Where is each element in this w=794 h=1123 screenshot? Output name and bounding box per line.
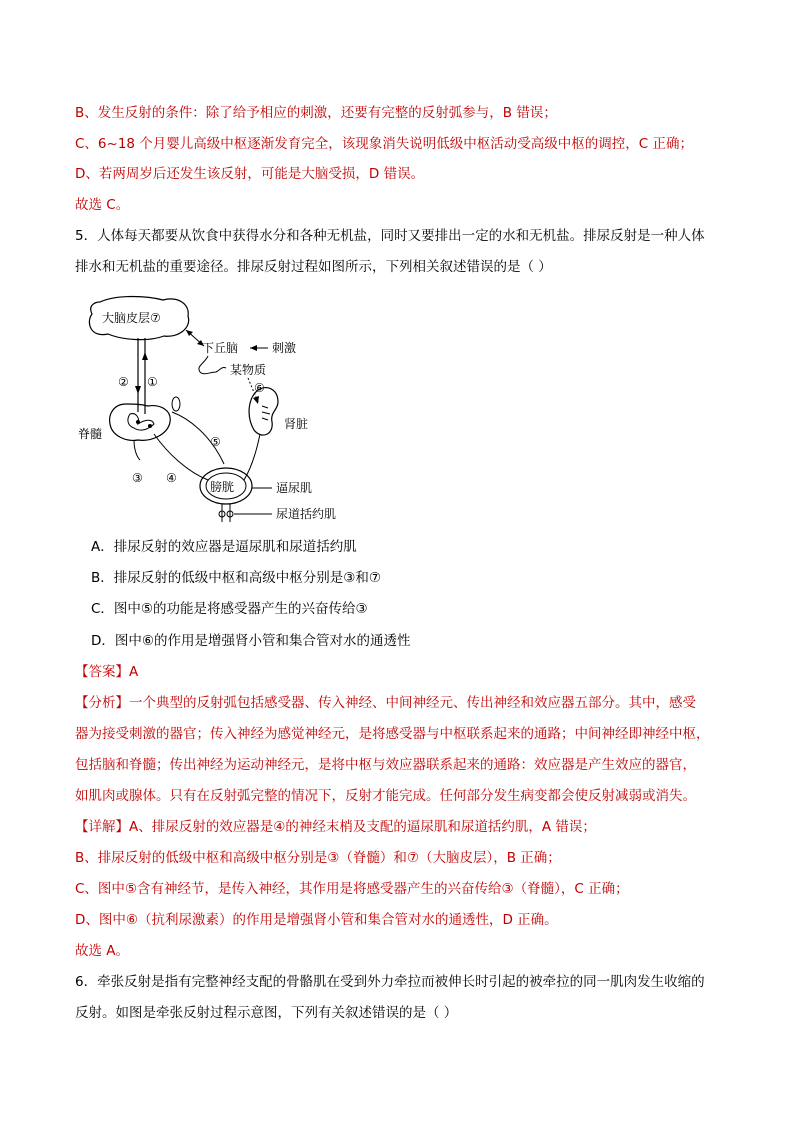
nerve-4 (154, 434, 208, 480)
tract-arrow-down (135, 386, 141, 394)
label-4: ④ (166, 471, 177, 485)
analysis-line2: 器为接受刺激的器官；传入神经为感觉神经元，是将感受器与中枢联系起来的通路；中间神经即神经中枢， (75, 726, 710, 742)
analysis-line1 (75, 694, 696, 712)
kidney-label: 肾脏 (284, 417, 309, 431)
analysis-line4: 如肌肉或腺体。只有在反射弧完整的情况下，反射才能完成。任何部分发生病变都会使反射减弱或消失。 (75, 788, 696, 804)
tract-lines (138, 338, 145, 414)
label-5: ⑤ (210, 435, 221, 449)
urination-reflex-diagram (78, 294, 368, 526)
answer-line (75, 663, 138, 681)
explanation-c: C、6~18 个月婴儿高级中枢逐渐发育完全，该现象消失说明低级中枢活动受高级中枢的调控，C 正确； (75, 136, 694, 152)
hormone-arrowhead (253, 396, 259, 404)
spinal-label: 脊髓 (78, 427, 103, 441)
urethra (222, 504, 230, 522)
nerve-3 (134, 440, 140, 460)
detail-b: B、排尿反射的低级中枢和高级中枢分别是③（脊髓）和⑦（大脑皮层），B 正确； (75, 850, 561, 866)
explanation-b: B、发生反射的条件：除了给予相应的刺激，还要有完整的反射弧参与，B 错误； (75, 105, 557, 121)
label-3: ③ (132, 471, 143, 485)
analysis-line3: 包括脑和脊髓；传出神经为运动神经元，是将中枢与效应器联系起来的通路：效应器是产生效应的器官， (75, 757, 696, 773)
bladder-label: 膀胱 (210, 480, 235, 494)
explanation-d: D、若两周岁后还发生该反射，可能是大脑受损，D 错误。 (75, 166, 425, 182)
answer-value: A (129, 664, 139, 680)
q5-stem-line2: 排水和无机盐的重要途径。排尿反射过程如图所示，下列相关叙述错误的是（ ） (75, 259, 552, 275)
conclusion-prev: 故选 C。 (75, 197, 130, 213)
analysis-tag: 【分析】 (75, 695, 129, 711)
ureter (244, 434, 260, 480)
detail-tag: 【详解】 (75, 819, 129, 835)
label-6: ⑥ (254, 381, 265, 395)
ganglion (172, 397, 180, 411)
pituitary-shape (199, 356, 226, 374)
q5-option-a: A．排尿反射的效应器是逼尿肌和尿道括约肌 (91, 539, 357, 555)
detail-a (75, 818, 596, 836)
substance-label: 某物质 (230, 363, 267, 377)
analysis-text-1: 一个典型的反射弧包括感受器、传入神经、中间神经元、传出神经和效应器五部分。其中，感受 (129, 695, 696, 711)
label-1: ① (147, 375, 158, 389)
detail-c: C、图中⑤含有神经节，是传入神经，其作用是将感受器产生的兴奋传给③（脊髓），C 正确； (75, 881, 629, 897)
q5-stem-line1: 5．人体每天都要从饮食中获得水分和各种无机盐，同时又要排出一定的水和无机盐。排尿反射是一种人体 (75, 228, 705, 244)
q5-option-d: D．图中⑥的作用是增强肾小管和集合管对水的通透性 (91, 633, 411, 649)
detail-text-a: A、排尿反射的效应器是④的神经末梢及支配的逼尿肌和尿道括约肌，A 错误； (129, 819, 596, 835)
label-2: ② (118, 375, 129, 389)
synapse-node (136, 420, 140, 424)
q5-option-c: C．图中⑤的功能是将感受器产生的兴奋传给③ (91, 601, 368, 617)
q5-option-b: B．排尿反射的低级中枢和高级中枢分别是③和⑦ (91, 570, 381, 586)
stimulus-arrowhead (250, 345, 257, 351)
q6-stem-line2: 反射。如图是牵张反射过程示意图，下列有关叙述错误的是（ ） (75, 1005, 458, 1021)
stimulus-label: 刺激 (272, 341, 297, 355)
kidney-detail (262, 406, 270, 420)
hypothalamus-label: 下丘脑 (202, 341, 239, 355)
q5-conclusion: 故选 A。 (75, 943, 130, 959)
answer-tag: 【答案】 (75, 664, 129, 680)
cortex-label: 大脑皮层⑦ (102, 311, 161, 325)
q6-stem-line1: 6．牵张反射是指有完整神经支配的骨骼肌在受到外力牵拉而被伸长时引起的被牵拉的同一肌肉发生收缩的 (75, 974, 705, 990)
sphincter-label: 尿道括约肌 (276, 507, 337, 521)
synapse-node (148, 424, 152, 428)
tract-arrow-up (142, 352, 148, 360)
detrusor-label: 逼尿肌 (276, 481, 313, 495)
detail-d: D、图中⑥（抗利尿激素）的作用是增强肾小管和集合管对水的通透性，D 正确。 (75, 912, 558, 928)
